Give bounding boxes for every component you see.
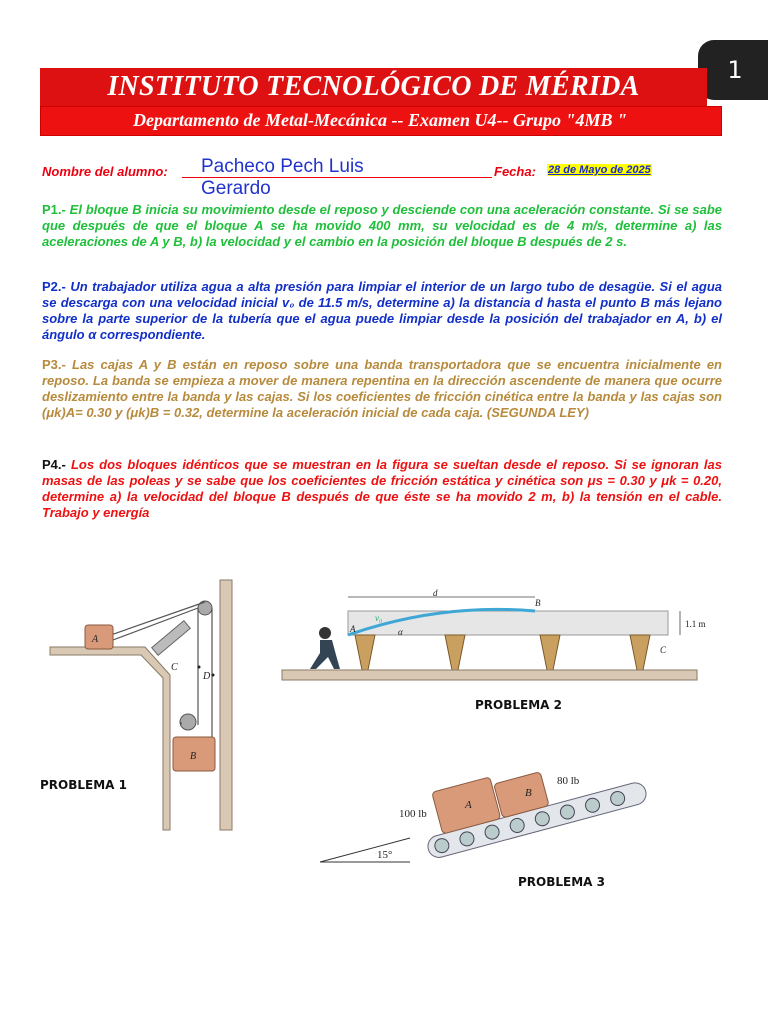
page-number-badge: 1 (698, 40, 768, 100)
problem-2-figure (280, 585, 720, 690)
problem-3-figure (315, 760, 655, 880)
bottom-pulley (180, 714, 196, 730)
label-weight-b: 80 lb (557, 775, 580, 787)
trestle (355, 635, 375, 670)
trestle (445, 635, 465, 670)
problem-1-label: P1.- (42, 202, 66, 217)
label-a: A (92, 634, 99, 645)
label-d: d (433, 588, 438, 598)
problem-1-text: El bloque B inicia su movimiento desde el reposo y desciende con una aceleración constante. Si se sabe que después de que el bloque A se ha movido 400 mm, su velocidad es de 4 m/s, determine a) las aceleraciones de A y B, b) la velocidad y el cambio en la posición del bloque B después de 2 s. (42, 202, 722, 249)
date-value: 28 de Mayo de 2025 (548, 164, 651, 176)
problem-2-text: Un trabajador utiliza agua a alta presión para limpiar el interior de un largo tubo de desagüe. Si el agua se descarga con una velocidad inicial v₀ de 11.5 m/s, determine a) la distancia d hasta el punto B más lejano sobre la parte superior de la tubería que el agua puede limpiar desde la posición del trabajador en A, b) el ángulo α correspondiente. (42, 279, 722, 342)
block-a (85, 625, 113, 649)
right-wall (220, 580, 232, 830)
cable (105, 602, 205, 637)
problem-1 (42, 202, 722, 250)
problem-1-caption: PROBLEMA 1 (40, 778, 127, 792)
exam-subtitle: Departamento de Metal-Mecánica -- Examen U4-- Grupo "4MB " (133, 110, 627, 130)
problem-1-figure (45, 575, 245, 835)
problem-4-text: Los dos bloques idénticos que se muestran en la figura se sueltan desde el reposo. Si se ignoran las masas de las poleas y se sabe que los coeficientes de fricción estática y cinética son μs = 0.30 y μk = 0.20, determine a) la velocidad del bloque B después de que éste se ha movido 2 m, b) la tensión en el cable. Trabajo y energía (42, 457, 722, 520)
label-angle: 15° (377, 849, 393, 861)
date-label: Fecha: (494, 164, 536, 179)
problem-2-label: P2.- (42, 279, 66, 294)
student-info-row (42, 156, 732, 200)
trestle (630, 635, 650, 670)
label-alpha: α (398, 627, 403, 637)
ledge-shape (50, 647, 170, 830)
name-label: Nombre del alumno: (42, 164, 168, 179)
ground (282, 670, 697, 680)
pipe (348, 611, 668, 635)
label-b: B (535, 598, 541, 608)
label-height: 1.1 m (685, 619, 706, 629)
point-d (212, 674, 215, 677)
problem-3-text: Las cajas A y B están en reposo sobre una banda transportadora que se encuentra inicialmente en reposo. La banda se empieza a mover de manera repentina en la dirección ascendente de manera que ocurre deslizamiento entre la banda y las cajas. Si los coeficientes de fricción cinética entre la banda y las cajas son (μk)A= 0.30 y (μk)B = 0.32, determine la aceleración inicial de cada caja. (SEGUNDA LEY) (42, 357, 722, 420)
problem-2 (42, 279, 722, 343)
label-weight-a: 100 lb (399, 808, 427, 820)
worker-head (319, 627, 331, 639)
label-d: D (203, 671, 211, 682)
label-b: B (190, 751, 197, 762)
problem-4 (42, 457, 722, 521)
label-c: C (660, 645, 667, 655)
label-c: C (171, 662, 178, 673)
label-v0: v₀ (375, 613, 383, 623)
worker-body (310, 640, 340, 669)
label-a: A (465, 799, 472, 811)
label-a: A (350, 624, 356, 634)
problem-2-caption: PROBLEMA 2 (475, 698, 562, 712)
institute-title: INSTITUTO TECNOLÓGICO DE MÉRIDA (107, 71, 640, 102)
student-name-field[interactable]: Pacheco Pech Luis Gerardo (201, 156, 364, 199)
trestle (540, 635, 560, 670)
problem-3-label: P3.- (42, 357, 66, 372)
problem-3 (42, 357, 722, 421)
point-c (198, 666, 201, 669)
label-b: B (525, 787, 532, 799)
problem-3-caption: PROBLEMA 3 (518, 875, 605, 889)
incline-line (320, 838, 410, 862)
problem-4-label: P4.- (42, 457, 66, 472)
strut (152, 621, 191, 656)
